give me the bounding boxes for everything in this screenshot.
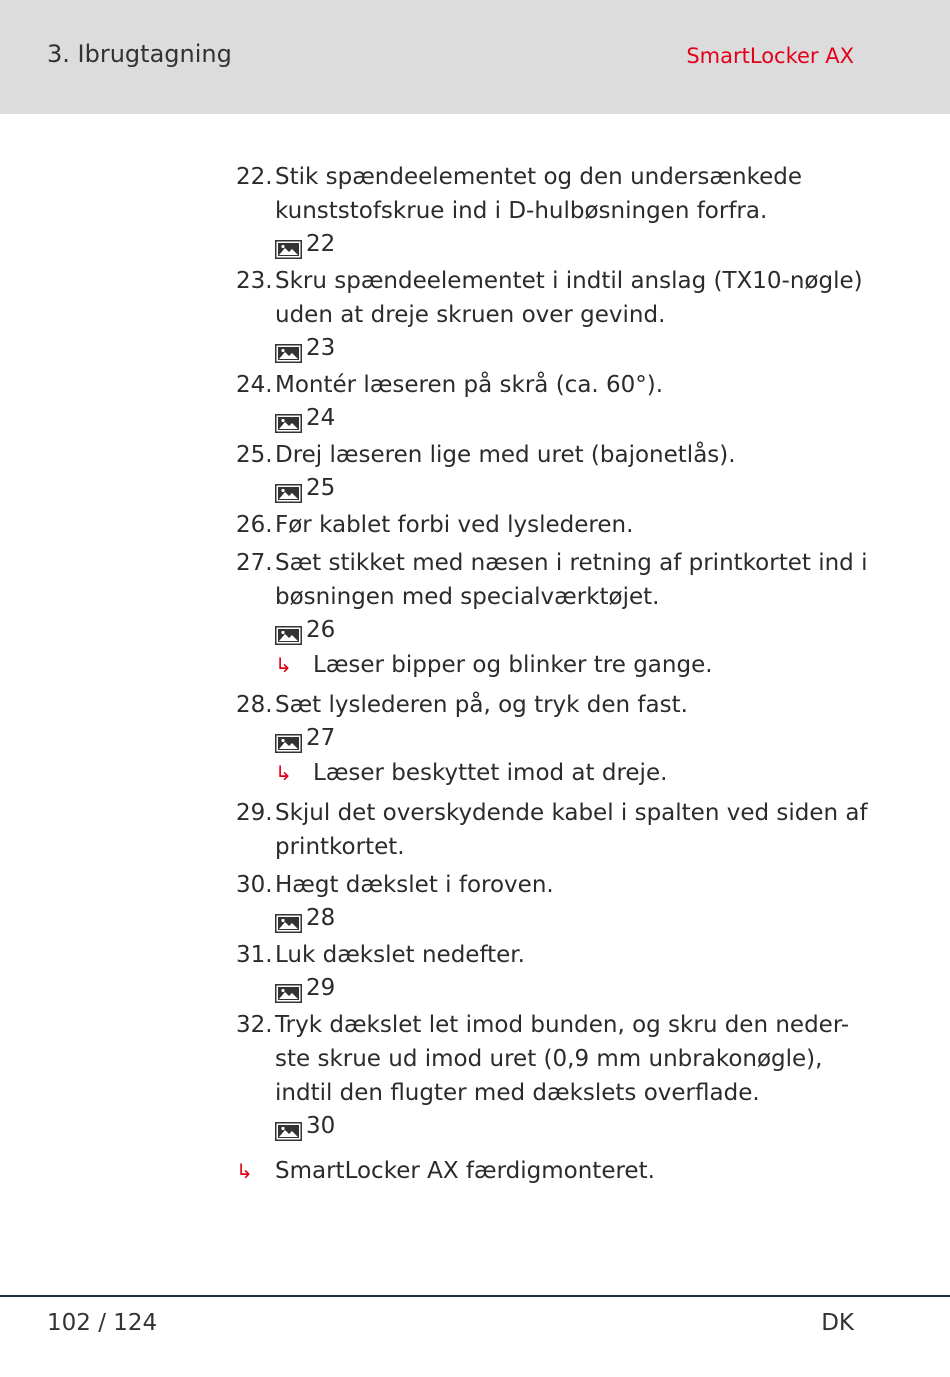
step-text: Luk dækslet nedefter.	[275, 942, 525, 968]
step-text: Sæt stikket med næsen i retning af printkortet ind i bøsningen med specialværktøjet.	[275, 550, 868, 610]
image-icon	[275, 729, 302, 748]
step-text: Tryk dækslet let imod bunden, og skru den neder-ste skrue ud imod uret (0,9 mm unbrakonøgle), indtil den flugter med dækslets overflade.	[275, 1012, 850, 1106]
result-arrow-icon: ↳	[236, 1159, 253, 1183]
image-icon	[275, 235, 302, 254]
figure-reference	[275, 902, 876, 934]
step-text: Skjul det overskydende kabel i spalten ved siden af printkortet.	[275, 800, 868, 860]
image-icon	[275, 909, 302, 928]
step-text: Skru spændeelementet i indtil anslag (TX10-nøgle) uden at dreje skruen over gevind.	[275, 268, 863, 328]
image-icon	[275, 1117, 302, 1136]
step-number: 30.	[236, 872, 273, 898]
figure-number: 25	[306, 475, 336, 501]
instruction-step	[236, 438, 876, 504]
image-icon	[275, 409, 302, 428]
figure-number: 27	[306, 725, 336, 751]
instruction-step	[236, 688, 876, 792]
page-number: 102 / 124	[47, 1310, 158, 1336]
step-number: 29.	[236, 800, 273, 826]
figure-reference	[275, 228, 876, 260]
step-text: Stik spændeelementet og den undersænkede kunststofskrue ind i D-hulbøsningen forfra.	[275, 164, 802, 224]
figure-reference	[275, 972, 876, 1004]
instruction-step	[236, 368, 876, 434]
instruction-step	[236, 264, 876, 364]
figure-reference	[275, 472, 876, 504]
figure-number: 26	[306, 617, 336, 643]
figure-number: 22	[306, 231, 336, 257]
step-number: 32.	[236, 1012, 273, 1038]
result-text: Læser bipper og blinker tre gange.	[313, 652, 713, 678]
step-text: Hægt dækslet i foroven.	[275, 872, 554, 898]
step-text: Drej læseren lige med uret (bajonetlås).	[275, 442, 736, 468]
step-number: 28.	[236, 692, 273, 718]
image-icon	[275, 979, 302, 998]
final-result-text: SmartLocker AX færdigmonteret.	[275, 1158, 655, 1184]
result-arrow-icon: ↳	[275, 653, 292, 677]
step-result	[275, 646, 876, 684]
final-result	[236, 1154, 876, 1188]
instruction-step	[236, 938, 876, 1004]
figure-number: 23	[306, 335, 336, 361]
result-text: Læser beskyttet imod at dreje.	[313, 760, 668, 786]
instruction-list	[236, 160, 876, 1188]
step-number: 31.	[236, 942, 273, 968]
step-text: Sæt lyslederen på, og tryk den fast.	[275, 692, 688, 718]
step-number: 24.	[236, 372, 273, 398]
instruction-step	[236, 868, 876, 934]
figure-reference	[275, 402, 876, 434]
footer-divider	[0, 1295, 950, 1297]
instruction-step	[236, 546, 876, 684]
page-header	[0, 0, 950, 114]
language-code: DK	[821, 1310, 854, 1336]
brand-name: SmartLocker AX	[686, 44, 854, 68]
instruction-step	[236, 160, 876, 260]
figure-reference	[275, 1110, 876, 1142]
step-text: Før kablet forbi ved lyslederen.	[275, 512, 634, 538]
step-result	[275, 754, 876, 792]
figure-number: 29	[306, 975, 336, 1001]
step-number: 22.	[236, 164, 273, 190]
figure-reference	[275, 722, 876, 754]
instruction-step	[236, 508, 876, 542]
figure-number: 28	[306, 905, 336, 931]
step-number: 27.	[236, 550, 273, 576]
figure-number: 24	[306, 405, 336, 431]
step-number: 26.	[236, 512, 273, 538]
chapter-title: 3. Ibrugtagning	[47, 40, 232, 68]
step-number: 23.	[236, 268, 273, 294]
result-arrow-icon: ↳	[275, 761, 292, 785]
figure-reference	[275, 332, 876, 364]
instruction-step	[236, 1008, 876, 1142]
instruction-step	[236, 796, 876, 864]
step-text: Montér læseren på skrå (ca. 60°).	[275, 372, 664, 398]
image-icon	[275, 339, 302, 358]
step-number: 25.	[236, 442, 273, 468]
figure-number: 30	[306, 1113, 336, 1139]
image-icon	[275, 621, 302, 640]
image-icon	[275, 479, 302, 498]
figure-reference	[275, 614, 876, 646]
